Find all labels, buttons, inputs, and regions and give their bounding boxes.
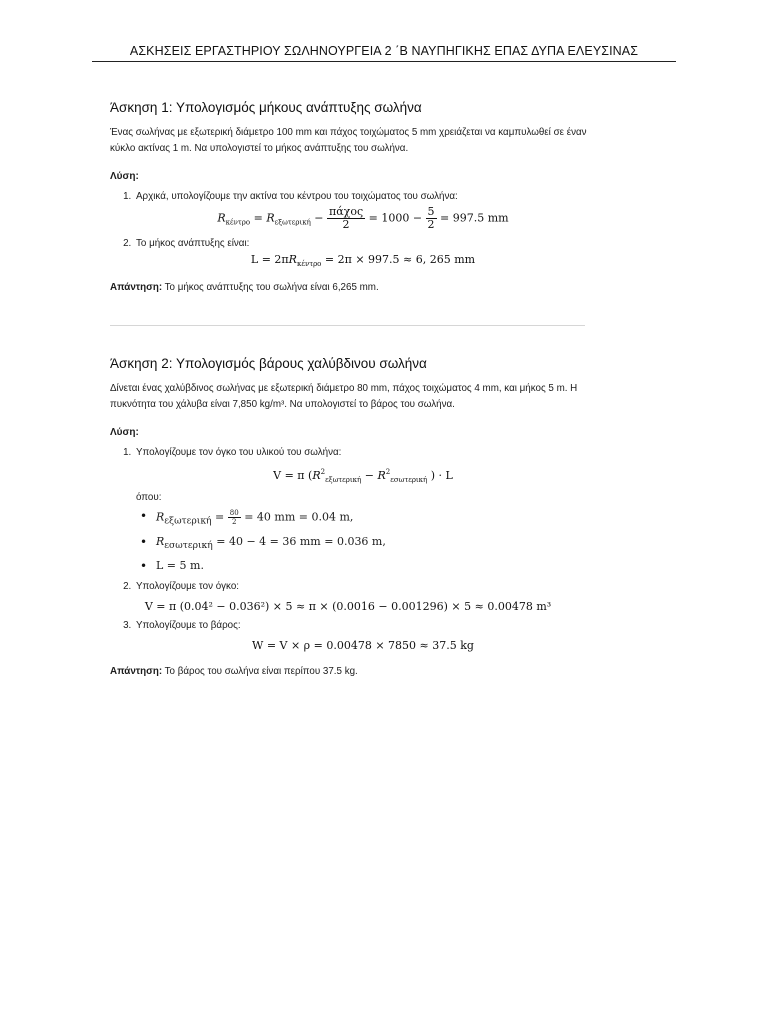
definition-value: = 40 mm = 0.04 m, bbox=[244, 510, 354, 524]
page-header-title: ΑΣΚΗΣΕΙΣ ΕΡΓΑΣΤΗΡΙΟΥ ΣΩΛΗΝΟΥΡΓΕΙΑ 2 ΄Β ΝΑΥΠΗΓΙΚΗΣ ΕΠΑΣ ΔΥΠΑ ΕΛΕΥΣΙΝΑΣ bbox=[129, 44, 639, 58]
exercise-1-step-1 bbox=[134, 190, 590, 231]
exercise-2-step-1 bbox=[134, 446, 590, 572]
section-divider bbox=[110, 325, 585, 326]
definition-length bbox=[156, 559, 590, 572]
formula-lhs: V = π ( bbox=[273, 469, 313, 482]
exercise-1-step-2 bbox=[134, 237, 590, 268]
definition-outer-radius: • $R_{\varepsilon\xi\omega\tau\varepsilon\rho\iota\kappa ή}$ = $\frac{80}{2}$ = 40 mm = 0.04 m, bbox=[156, 509, 590, 527]
exercise-1-formula-radius: $R_{\kappa έ\nu\tau\rho o} = R_{\varepsilon\xi\omega\tau\varepsilon\rho\iota\kappa ή}$ − $\frac{\text{πάχος}}{2}$ = 1000 − $\frac{5}{2}$ = 997.5 mm bbox=[217, 205, 509, 231]
formula-subscript: εξωτερική bbox=[164, 515, 212, 527]
formula-subscript: εσωτερική bbox=[390, 476, 428, 484]
fraction-denominator: 2 bbox=[427, 218, 435, 231]
exercise-2-formula-weight: W = V × ρ = 0.00478 × 7850 ≈ 37.5 kg bbox=[252, 638, 474, 652]
formula-fraction bbox=[426, 206, 437, 231]
formula-exponent: 2 bbox=[385, 468, 391, 476]
exercise-1-step-1-text: 1. Αρχικά, υπολογίζουμε την ακτίνα του κέντρου του τοιχώματος του σωλήνα: bbox=[136, 191, 458, 202]
formula-result: 997.5 mm bbox=[452, 211, 509, 225]
exercise-1-answer bbox=[110, 282, 590, 293]
definition-value: = 40 − 4 = 36 mm = 0.036 m, bbox=[216, 534, 386, 548]
definition-inner-radius: • $R_{\varepsilon\sigma\omega\tau\varepsilon\rho\iota\kappa ή} = 40 - 4 = 36$ mm = 0.036 m, bbox=[156, 535, 590, 551]
exercise-2-formula-volume-calc: V = π (0.04² − 0.036²) × 5 ≈ π × (0.0016 − 0.001296) × 5 ≈ 0.00478 m³ bbox=[144, 599, 552, 613]
fraction-denominator: 2 bbox=[342, 218, 350, 231]
formula-exponent: 2 bbox=[320, 468, 326, 476]
formula-symbol: R bbox=[217, 211, 226, 225]
answer-label: Απάντηση: bbox=[110, 282, 163, 293]
exercise-2-where-label: όπου: bbox=[136, 492, 162, 503]
answer-text: Το βάρος του σωλήνα είναι περίπου 37.5 kg. bbox=[164, 665, 358, 677]
exercise-2-step-3-text: 3. Υπολογίζουμε το βάρος: bbox=[136, 619, 241, 631]
exercise-2 bbox=[110, 356, 590, 677]
formula-symbol: R bbox=[266, 211, 275, 225]
exercise-2-answer bbox=[110, 666, 590, 677]
formula-subscript: εξωτερική bbox=[274, 218, 311, 227]
exercise-2-step-2-text: 2. Υπολογίζουμε τον όγκο: bbox=[136, 580, 239, 592]
formula-rhs: ) · L bbox=[430, 469, 453, 482]
exercise-2-title: Άσκηση 2: Υπολογισμός βάρους χαλύβδινου σωλήνα bbox=[110, 356, 427, 371]
document-body bbox=[110, 100, 590, 677]
formula-value: 1000 bbox=[381, 211, 410, 225]
formula-fraction bbox=[228, 509, 241, 526]
exercise-2-step-2 bbox=[134, 580, 590, 613]
formula-fraction bbox=[327, 206, 365, 231]
formula-rhs: = 2π × 997.5 ≈ 6, 265 mm bbox=[324, 253, 476, 266]
fraction-numerator: πάχος bbox=[329, 205, 364, 218]
exercise-2-steps bbox=[110, 446, 590, 652]
exercise-1-title: Άσκηση 1: Υπολογισμός μήκους ανάπτυξης σωλήνα bbox=[110, 100, 422, 115]
formula-subscript: κέντρο bbox=[225, 218, 251, 227]
exercise-2-statement: Δίνεται ένας χαλύβδινος σωλήνας με εξωτερική διάμετρο 80 mm, πάχος τοιχώματος 4 mm, και μήκος 5 m. Η πυκνότητα του χάλυβα είναι 7,850 kg/m³. Να υπολογιστεί το βάρος του σωλήνα. bbox=[110, 383, 578, 410]
formula-subscript: εσωτερική bbox=[164, 539, 213, 551]
exercise-2-solution-label: Λύση: bbox=[110, 427, 139, 438]
exercise-1-statement: Ένας σωλήνας με εξωτερική διάμετρο 100 mm και πάχος τοιχώματος 5 mm χρειάζεται να καμπυλωθεί σε έναν κύκλο ακτίνας 1 m. Να υπολογιστεί το μήκος ανάπτυξης του σωλήνα. bbox=[110, 127, 587, 154]
exercise-1 bbox=[110, 100, 590, 293]
exercise-1-steps bbox=[110, 190, 590, 268]
formula-symbol: R bbox=[288, 253, 297, 266]
formula-symbol: R bbox=[377, 469, 386, 482]
exercise-2-step-3 bbox=[134, 619, 590, 652]
formula-lhs: L = 2π bbox=[250, 253, 289, 266]
exercise-1-solution-label: Λύση: bbox=[110, 171, 139, 182]
header-rule bbox=[92, 61, 676, 62]
formula-subscript: εξωτερική bbox=[325, 476, 362, 484]
exercise-2-definitions bbox=[136, 509, 590, 572]
formula-subscript: κέντρο bbox=[296, 260, 322, 268]
formula-symbol: R bbox=[312, 469, 321, 482]
exercise-2-formula-volume: V = π ($R^2_{\varepsilon\xi\omega\tau\varepsilon\rho\iota\kappa ή} - R^2_{\varepsilon\sigma\omega\tau\varepsilon\rho\iota\kappa ή}$ ) · L bbox=[273, 468, 453, 484]
fraction-numerator: 5 bbox=[427, 205, 435, 218]
answer-label: Απάντηση: bbox=[110, 665, 163, 677]
exercise-1-formula-length bbox=[136, 253, 590, 268]
exercise-2-step-1-text: 1. Υπολογίζουμε τον όγκο του υλικού του σωλήνα: bbox=[136, 447, 342, 458]
fraction-numerator: 80 bbox=[229, 509, 239, 517]
fraction-denominator: 2 bbox=[231, 518, 237, 526]
answer-text: Το μήκος ανάπτυξης του σωλήνα είναι 6,265 mm. bbox=[164, 282, 379, 293]
definition-value: L = 5 m. bbox=[156, 558, 204, 572]
exercise-1-step-2-text: 2. Το μήκος ανάπτυξης είναι: bbox=[136, 238, 250, 249]
